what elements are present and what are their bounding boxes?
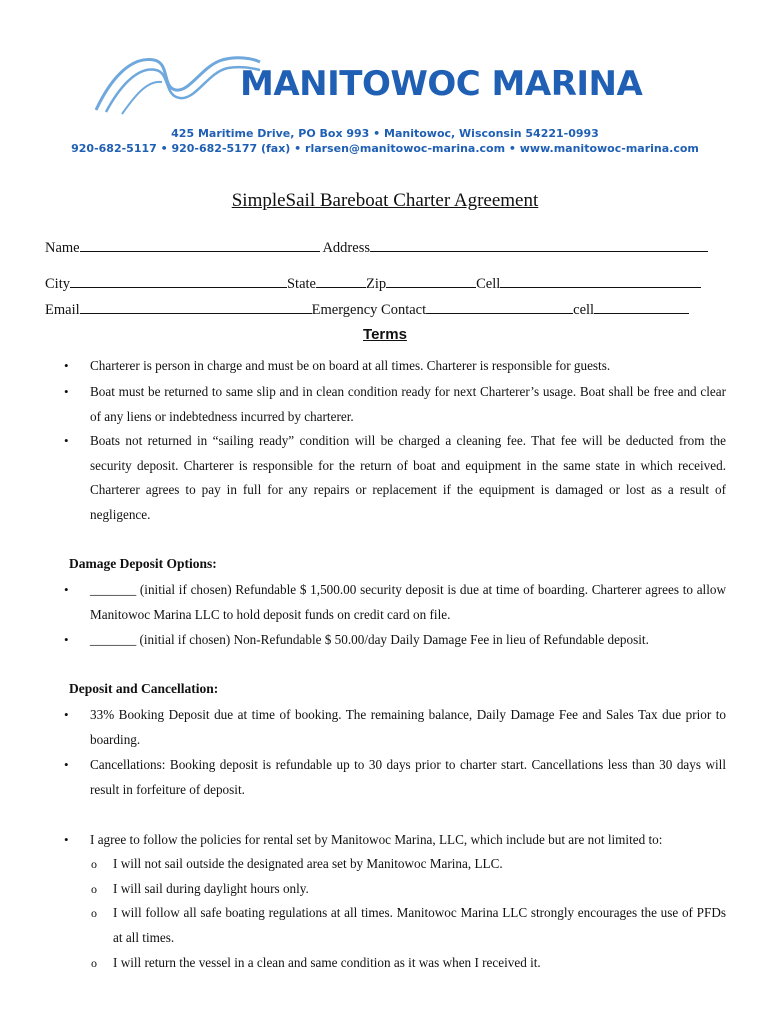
emergency-cell-field[interactable] (594, 300, 689, 314)
address-field[interactable] (370, 238, 708, 252)
cancellation-item: 33% Booking Deposit due at time of booking. The remaining balance, Daily Damage Fee and Sales Tax due prior to boarding. (90, 707, 726, 747)
bullet-icon: • (64, 832, 69, 847)
emergency-contact-field[interactable] (426, 300, 573, 314)
policy-item: I will not sail outside the designated area set by Manitowoc Marina, LLC. (113, 856, 503, 871)
name-label: Name (45, 240, 80, 256)
address-label: Address (322, 240, 370, 256)
address-line: 425 Maritime Drive, PO Box 993 • Manitowoc, Wisconsin 54221-0993 (171, 127, 599, 140)
email-emergency-row (45, 300, 689, 319)
letterhead-logo (92, 50, 672, 120)
policy-item: I will follow all safe boating regulations at all times. Manitowoc Marina LLC strongly encourages the use of PFDs at all times. (113, 905, 726, 945)
wave-logo-icon (92, 50, 262, 116)
sub-bullet-icon: o (91, 906, 97, 920)
sub-bullet-icon: o (91, 956, 97, 970)
damage-deposit-heading: Damage Deposit Options: (69, 556, 217, 571)
city-state-zip-row (45, 274, 701, 293)
bullet-icon: • (64, 707, 69, 722)
term-item: Boat must be returned to same slip and in clean condition ready for next Charterer’s usage. Boat shall be free and clear of any liens or indebtedness incurred by charterer. (90, 384, 726, 424)
state-label: State (286, 276, 316, 292)
terms-heading: Terms (363, 326, 407, 343)
term-item: Boats not returned in “sailing ready” condition will be charged a cleaning fee. That fee will be deducted from the security deposit. Charterer is responsible for the return of boat and equipment in the same state in which received. Charterer agrees to pay in full for any repairs or replacement if the equipment is damaged or lost as a result of negligence. (90, 433, 726, 522)
bullet-icon: • (64, 358, 69, 373)
policy-item: I will return the vessel in a clean and same condition as it was when I received it. (113, 955, 541, 970)
cell-label: Cell (476, 276, 501, 292)
document-title: SimpleSail Bareboat Charter Agreement (231, 190, 539, 211)
zip-label: Zip (365, 276, 387, 292)
cancellation-item: Cancellations: Booking deposit is refundable up to 30 days prior to charter start. Cancellations less than 30 days will result in forfeiture of deposit. (90, 757, 726, 797)
zip-field[interactable] (386, 274, 476, 288)
email-field[interactable] (80, 300, 312, 314)
contact-line: 920-682-5117 • 920-682-5177 (fax) • rlarsen@manitowoc-marina.com • www.manitowoc-marina.com (71, 142, 699, 155)
emergency-contact-label: Emergency Contact (311, 302, 427, 318)
email-label: Email (45, 302, 80, 318)
policy-item: I will sail during daylight hours only. (113, 881, 309, 896)
city-label: City (45, 276, 70, 292)
emergency-cell-label: cell (573, 302, 595, 318)
bullet-icon: • (64, 582, 69, 597)
term-item: Charterer is person in charge and must be on board at all times. Charterer is responsible for guests. (90, 358, 611, 373)
bullet-icon: • (64, 433, 69, 448)
sub-bullet-icon: o (91, 882, 97, 896)
sub-bullet-icon: o (91, 857, 97, 871)
policies-intro: I agree to follow the policies for rental set by Manitowoc Marina, LLC, which include but are not limited to: (90, 832, 663, 847)
city-field[interactable] (70, 274, 287, 288)
deposit-option-item: _______ (initial if chosen) Refundable $ 1,500.00 security deposit is due at time of boarding. Charterer agrees to allow Manitowoc Marina LLC to hold deposit funds on credit card on file. (90, 582, 726, 622)
bullet-icon: • (64, 757, 69, 772)
bullet-icon: • (64, 632, 69, 647)
cell-field[interactable] (500, 274, 701, 288)
brand-name: MANITOWOC MARINA (240, 64, 643, 104)
state-field[interactable] (316, 274, 366, 288)
name-field[interactable] (80, 238, 320, 252)
deposit-cancellation-heading: Deposit and Cancellation: (69, 681, 219, 696)
bullet-icon: • (64, 384, 69, 399)
deposit-option-item: _______ (initial if chosen) Non-Refundable $ 50.00/day Daily Damage Fee in lieu of Refundable deposit. (90, 632, 649, 647)
name-address-row (45, 238, 708, 257)
